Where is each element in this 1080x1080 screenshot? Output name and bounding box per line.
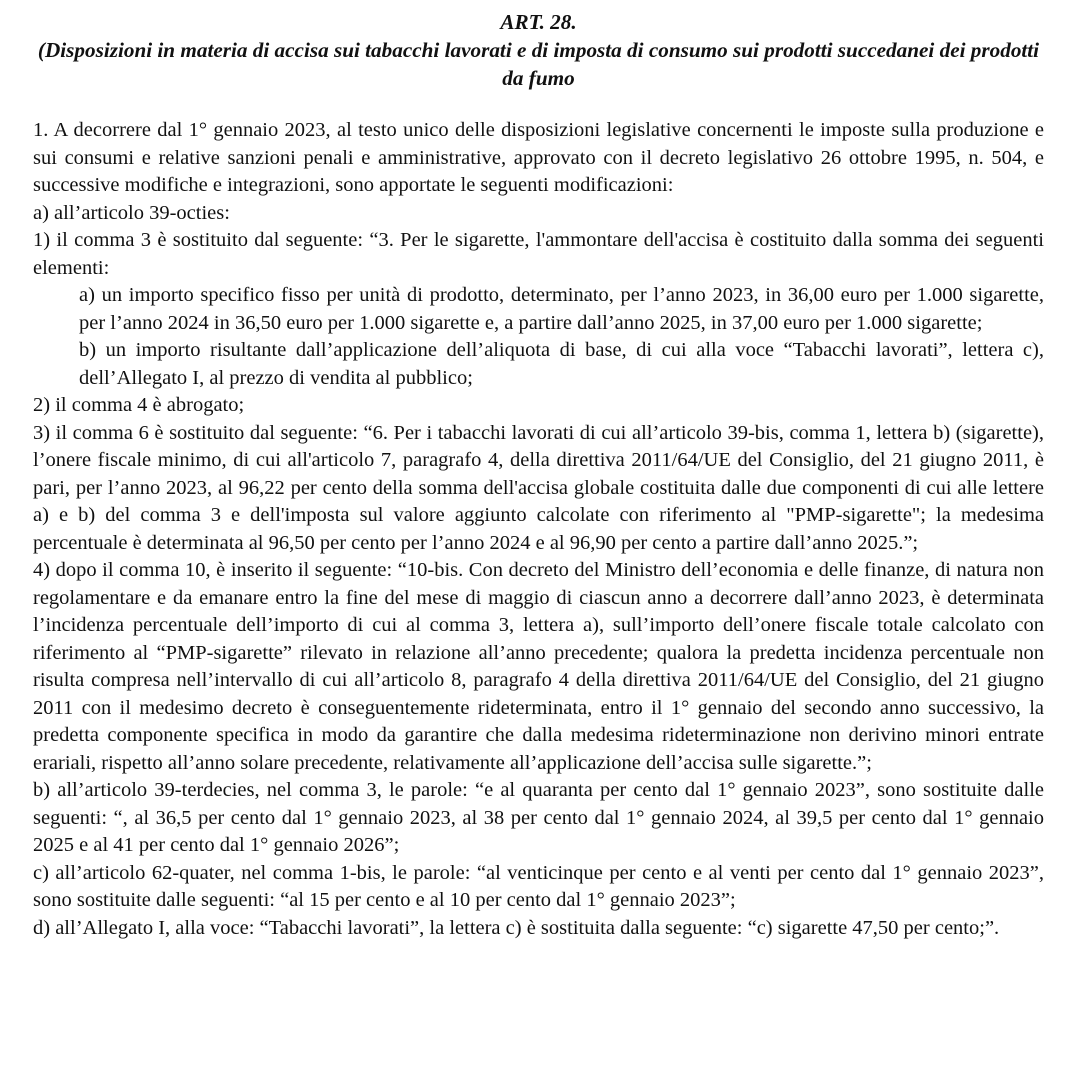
paragraph-d: d) all’Allegato I, alla voce: “Tabacchi lavorati”, la lettera c) è sostituita dalla seguente: “c) sigarette 47,50 per cento;”. [33, 916, 1000, 939]
paragraph-a3: 3) il comma 6 è sostituito dal seguente: “6. Per i tabacchi lavorati di cui all’articolo 39-bis, comma 1, lettera b) (sigarette), l’onere fiscale minimo, di cui all'articolo 7, paragrafo 4, della direttiva 2011/64/UE del Consiglio, del 21 giugno 2011, è pari, per l’anno 2023, al 96,22 per cento della somma dell'accisa globale costituita dalle due componenti di cui alle lettere a) e b) del comma 3 e dell'imposta sul valore aggiunto calcolate con riferimento al "PMP-sigarette"; la medesima percentuale è determinata al 96,50 per cento per l’anno 2024 e al 96,90 per cento a partire dall’anno 2025.”; [33, 421, 1044, 554]
paragraph-c: c) all’articolo 62-quater, nel comma 1-bis, le parole: “al venticinque per cento e al venti per cento dal 1° gennaio 2023”, sono sostituite dalle seguenti: “al 15 per cento e al 10 per cento dal 1° gennaio 2023”; [33, 861, 1044, 911]
paragraph-a4: 4) dopo il comma 10, è inserito il seguente: “10-bis. Con decreto del Ministro dell’economia e delle finanze, di natura non regolamentare e da emanare entro la fine del mese di maggio di ciascun anno a decorrere dall’anno 2023, è determinata l’incidenza percentuale dell’importo di cui al comma 3, lettera a), sull’importo dell’onere fiscale totale calcolato con riferimento al “PMP-sigarette” rilevato in relazione all’anno precedente; qualora la predetta incidenza percentuale non risulta compresa nell’intervallo di cui all’articolo 8, paragrafo 4 della direttiva 2011/64/UE del Consiglio, del 21 giugno 2011 con il medesimo decreto è conseguentemente rideterminata, entro il 1° gennaio del secondo anno successivo, la predetta componente specifica in modo da garantire che dalla medesima rideterminazione non derivino minori entrate erariali, rispetto all’anno solare precedente, relativamente all’applicazione dell’accisa sulle sigarette.”; [33, 559, 1044, 774]
article-subtitle: (Disposizioni in materia di accisa sui tabacchi lavorati e di imposta di consumo sui prodotti succedanei dei prodotti da fumo [37, 38, 1040, 90]
article-number: ART. 28. [500, 10, 577, 34]
article-body [33, 117, 1044, 942]
paragraph-a1: 1) il comma 3 è sostituito dal seguente: “3. Per le sigarette, l'ammontare dell'accisa è costituito dalla somma dei seguenti elementi: [33, 229, 1044, 279]
paragraph-b: b) all’articolo 39-terdecies, nel comma 3, le parole: “e al quaranta per cento dal 1° gennaio 2023”, sono sostituite dalle seguenti: “, al 36,5 per cento dal 1° gennaio 2023, al 38 per cento dal 1° gennaio 2024, al 39,5 per cento dal 1° gennaio 2025 e al 41 per cento dal 1° gennaio 2026”; [33, 779, 1044, 856]
paragraph-a1-a: a) un importo specifico fisso per unità di prodotto, determinato, per l’anno 2023, in 36,00 euro per 1.000 sigarette, per l’anno 2024 in 36,50 euro per 1.000 sigarette e, a partire dall’anno 2025, in 37,00 euro per 1.000 sigarette; [79, 284, 1044, 334]
paragraph-a1-b: b) un importo risultante dall’applicazione dell’aliquota di base, di cui alla voce “Tabacchi lavorati”, lettera c), dell’Allegato I, al prezzo di vendita al pubblico; [79, 339, 1044, 389]
paragraph-a: a) all’articolo 39-octies: [33, 201, 230, 224]
paragraph-a2: 2) il comma 4 è abrogato; [33, 394, 245, 416]
paragraph-1: 1. A decorrere dal 1° gennaio 2023, al testo unico delle disposizioni legislative concernenti le imposte sulla produzione e sui consumi e relative sanzioni penali e amministrative, approvato con il decreto legislativo 26 ottobre 1995, n. 504, e successive modifiche e integrazioni, sono apportate le seguenti modificazioni: [33, 119, 1044, 196]
